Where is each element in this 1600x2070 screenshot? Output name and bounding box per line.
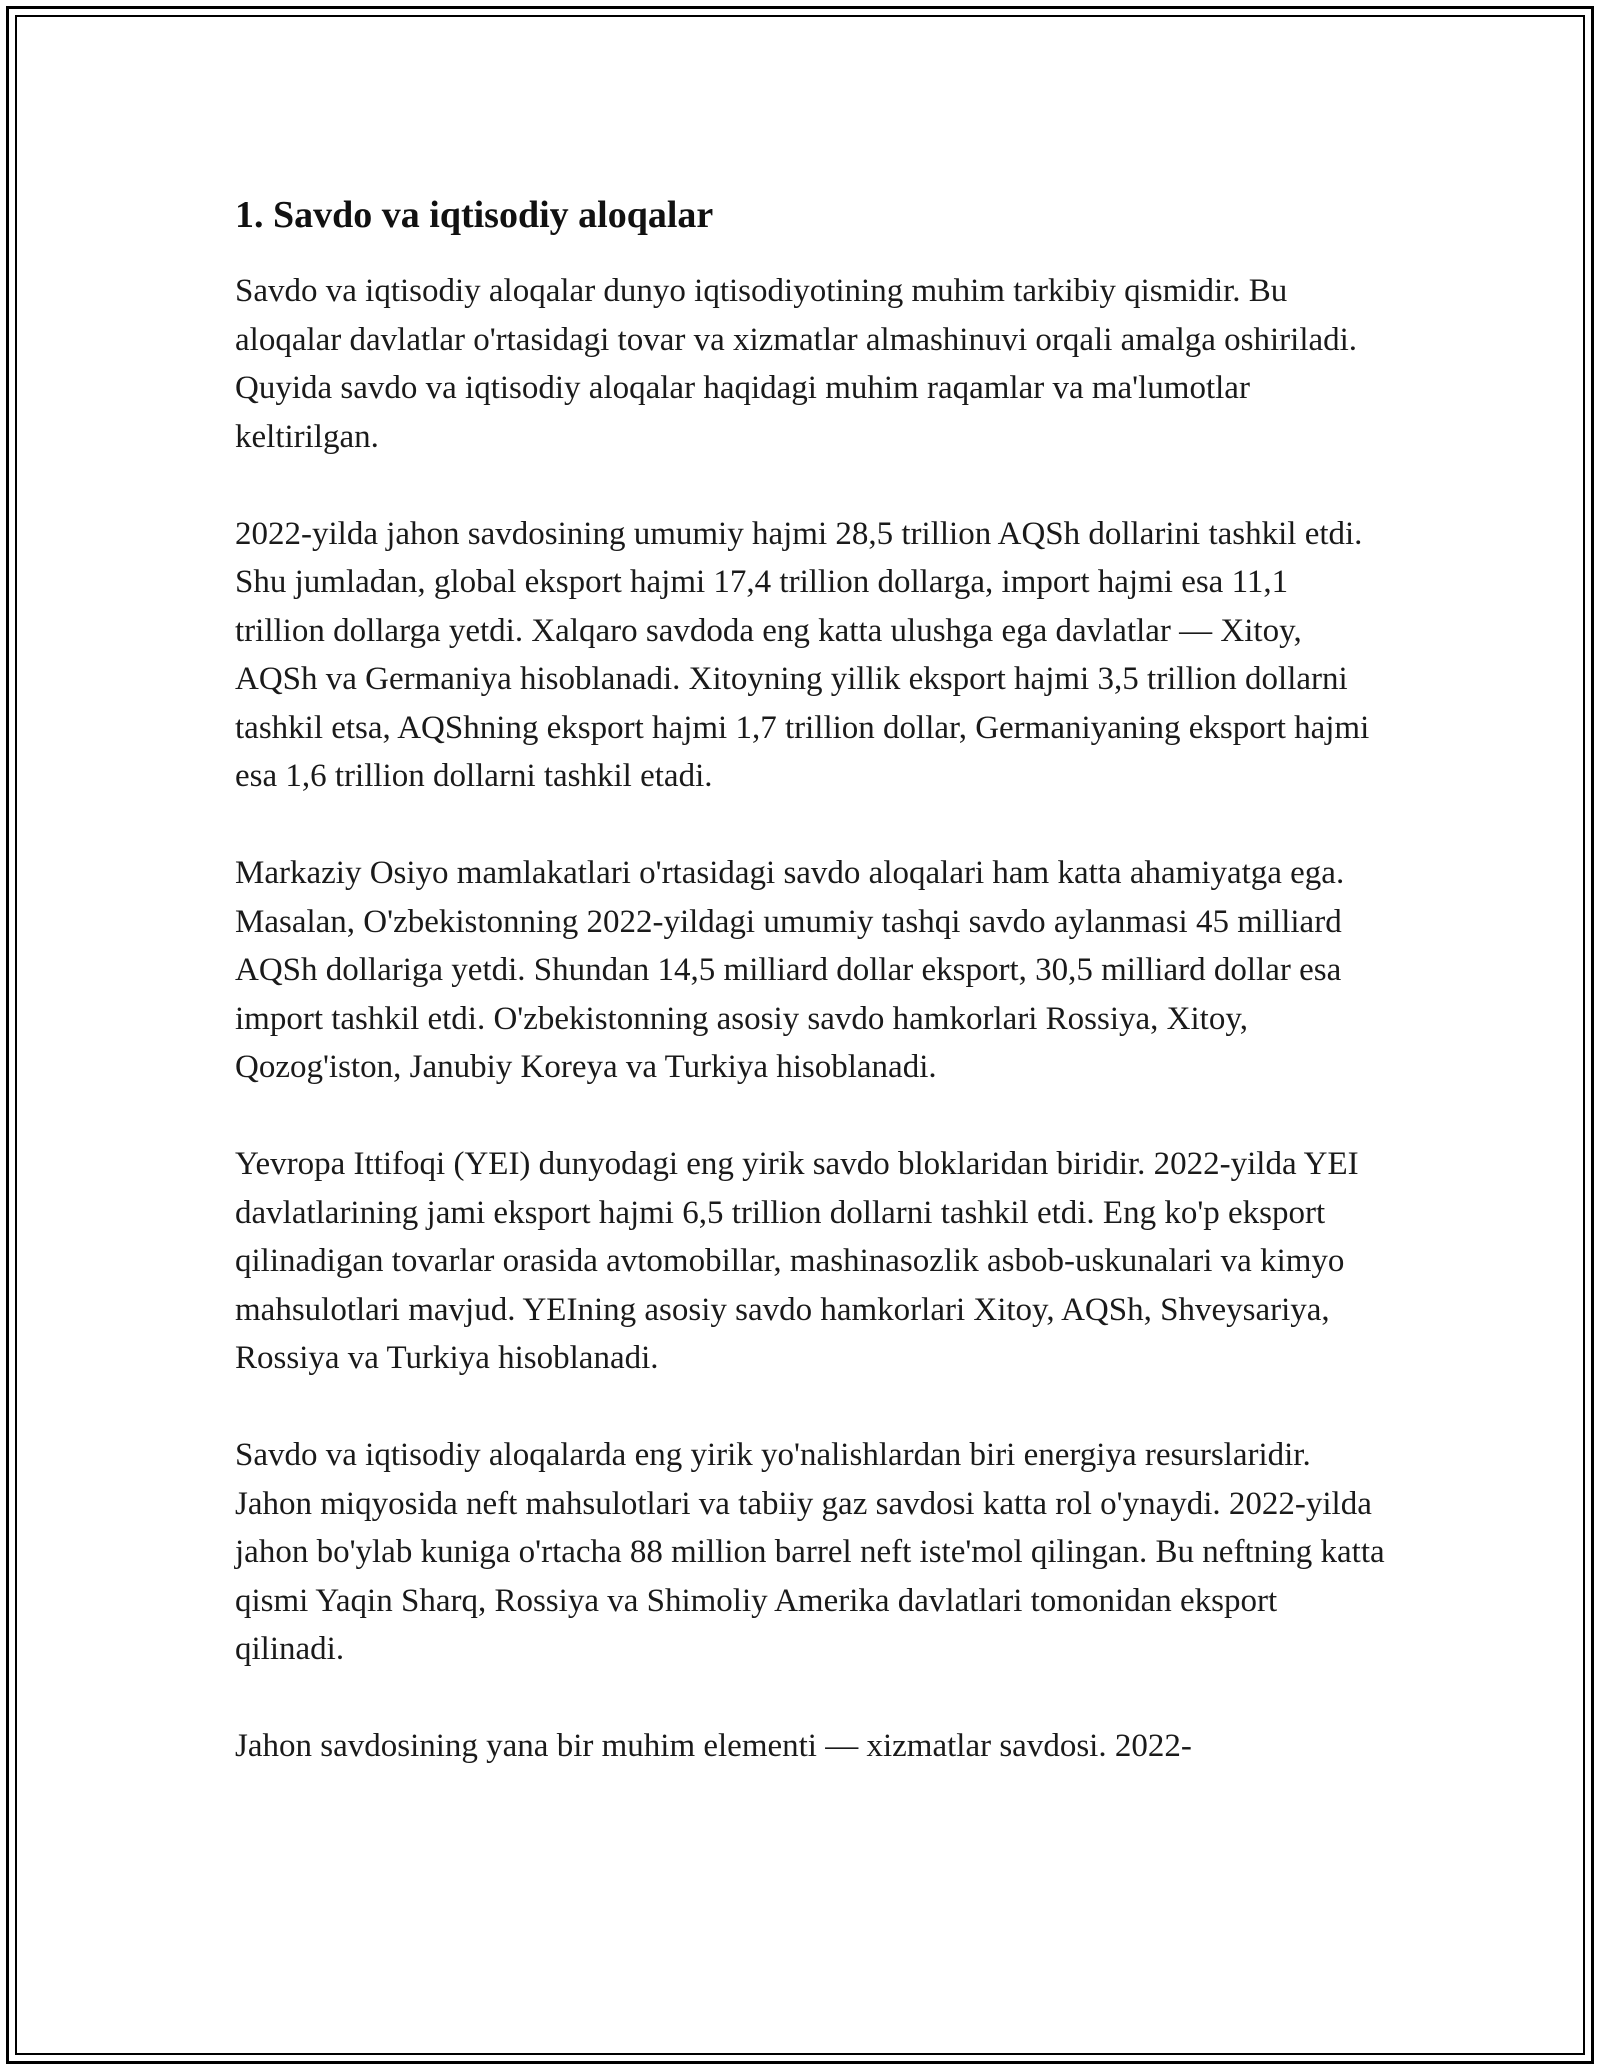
paragraph-central-asia: Markaziy Osiyo mamlakatlari o'rtasidagi savdo aloqalari ham katta ahamiyatga ega. Masalan, O'zbekistonning 2022-yildagi umumiy tashqi savdo aylanmasi 45 milliard AQSh dollariga yetdi. Shundan 14,5 milliard dollar eksport, 30,5 milliard dollar esa import tashkil etdi. O'zbekistonning asosiy savdo hamkorlari Rossiya, Xitoy, Qozog'iston, Janubiy Koreya va Turkiya hisoblanadi. — [235, 855, 1345, 1085]
paragraph-services: Jahon savdosining yana bir muhim elementi — xizmatlar savdosi. 2022- — [235, 1728, 1192, 1764]
paragraph-world-trade: 2022-yilda jahon savdosining umumiy hajmi 28,5 trillion AQSh dollarini tashkil etdi. Shu jumladan, global eksport hajmi 17,4 trillion dollarga, import hajmi esa 11,1 trillion dollarga yetdi. Xalqaro savdoda eng katta ulushga ega davlatlar — Xitoy, AQSh va Germaniya hisoblanadi. Xitoyning yillik eksport hajmi 3,5 trillion dollarni tashkil etsa, AQShning eksport hajmi 1,7 trillion dollar, Germaniyaning eksport hajmi esa 1,6 trillion dollarni tashkil etadi. — [235, 515, 1370, 794]
paragraph-eu: Yevropa Ittifoqi (YEI) dunyodagi eng yirik savdo bloklaridan biridir. 2022-yilda YEI davlatlarining jami eksport hajmi 6,5 trillion dollarni tashkil etdi. Eng ko'p eksport qilinadigan tovarlar orasida avtomobillar, mashinasozlik asbob-uskunalari va kimyo mahsulotlari mavjud. YEIning asosiy savdo hamkorlari Xitoy, AQSh, Shveysariya, Rossiya va Turkiya hisoblanadi. — [235, 1146, 1359, 1376]
document-body — [235, 185, 1385, 1819]
paragraph-intro: Savdo va iqtisodiy aloqalar dunyo iqtisodiyotining muhim tarkibiy qismidir. Bu aloqalar davlatlar o'rtasidagi tovar va xizmatlar almashinuvi orqali amalga oshiriladi. Quyida savdo va iqtisodiy aloqalar haqidagi muhim raqamlar va ma'lumotlar keltirilgan. — [235, 273, 1358, 455]
section-heading: 1. Savdo va iqtisodiy aloqalar — [235, 194, 714, 236]
paragraph-energy: Savdo va iqtisodiy aloqalarda eng yirik yo'nalishlardan biri energiya resurslaridir. Jahon miqyosida neft mahsulotlari va tabiiy gaz savdosi katta rol o'ynaydi. 2022-yilda jahon bo'ylab kuniga o'rtacha 88 million barrel neft iste'mol qilingan. Bu neftning katta qismi Yaqin Sharq, Rossiya va Shimoliy Amerika davlatlari tomonidan eksport qilinadi. — [235, 1437, 1385, 1667]
